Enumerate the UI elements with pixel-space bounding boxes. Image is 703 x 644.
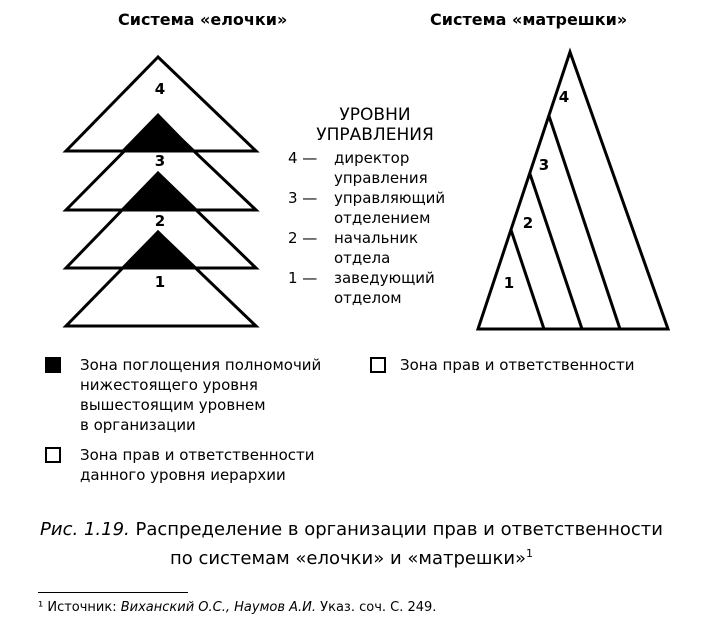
levels-heading-line2: УПРАВЛЕНИЯ	[316, 125, 434, 145]
levels-list	[288, 148, 445, 308]
legend-line: Зона прав и ответственности	[80, 446, 315, 464]
level-num: 2 —	[288, 229, 318, 247]
legend-absorption-text	[80, 355, 321, 435]
legend-right-zone-text: Зона прав и ответственности	[400, 356, 635, 374]
level-text: директор	[334, 149, 410, 167]
tree-level-1: 1	[154, 273, 166, 291]
legend-level-zone-text	[80, 445, 315, 485]
tree-diagram	[0, 0, 300, 340]
level-num: 4 —	[288, 149, 318, 167]
levels-heading	[300, 105, 450, 145]
legend-swatch-filled	[45, 357, 61, 373]
caption-prefix: Рис. 1.19.	[40, 519, 130, 540]
level-num: 1 —	[288, 269, 318, 287]
absorption-zone-4	[121, 113, 195, 151]
legend-swatch-empty-right	[370, 357, 386, 373]
level-item-1	[288, 268, 445, 308]
absorption-zone-3	[121, 172, 195, 210]
caption-line1: Распределение в организации прав и ответственности	[135, 519, 663, 540]
level-text: заведующий	[334, 269, 435, 287]
level-item-2	[288, 228, 445, 268]
footnote-authors: Виханский О.С., Наумов А.И.	[120, 600, 317, 615]
tree-level-4: 4	[154, 80, 166, 98]
level-item-4	[288, 148, 445, 188]
legend-line: Зона поглощения полномочий	[80, 356, 322, 374]
figure-caption	[0, 518, 703, 571]
level-text: отдела	[334, 249, 391, 267]
level-item-3	[288, 188, 445, 228]
level-text: управления	[334, 169, 428, 187]
level-text: отделением	[334, 209, 431, 227]
caption-line2: по системам «елочки» и «матрешки»	[169, 548, 527, 569]
footnote-rule	[38, 592, 188, 593]
tree-system-title: Система «елочки»	[118, 10, 288, 29]
matryoshka-system-title: Система «матрешки»	[430, 10, 628, 29]
tree-level-3: 3	[154, 152, 166, 170]
matryoshka-level-3: 3	[538, 156, 550, 174]
legend-line: нижестоящего уровня	[80, 376, 258, 394]
footnote	[38, 600, 436, 615]
absorption-zone-2	[121, 230, 195, 268]
matryoshka-level-1: 1	[503, 274, 515, 292]
matryoshka-level-4: 4	[558, 88, 570, 106]
level-num: 3 —	[288, 189, 318, 207]
matryoshka-divider-1	[511, 230, 544, 329]
legend-line: в организации	[80, 416, 196, 434]
matryoshka-level-2: 2	[522, 214, 534, 232]
legend-swatch-empty	[45, 447, 61, 463]
matryoshka-divider-3	[549, 116, 620, 329]
tree-level-2: 2	[154, 212, 166, 230]
levels-heading-line1: УРОВНИ	[339, 105, 411, 125]
level-text: управляющий	[334, 189, 446, 207]
footnote-rest: Указ. соч. С. 249.	[320, 600, 437, 615]
legend-line: вышестоящим уровнем	[80, 396, 266, 414]
legend-line: данного уровня иерархии	[80, 466, 286, 484]
level-text: отделом	[334, 289, 402, 307]
matryoshka-diagram	[460, 40, 680, 340]
footnote-mark: ¹ Источник:	[38, 600, 117, 615]
caption-footnote-mark: 1	[526, 547, 534, 560]
level-text: начальник	[334, 229, 419, 247]
